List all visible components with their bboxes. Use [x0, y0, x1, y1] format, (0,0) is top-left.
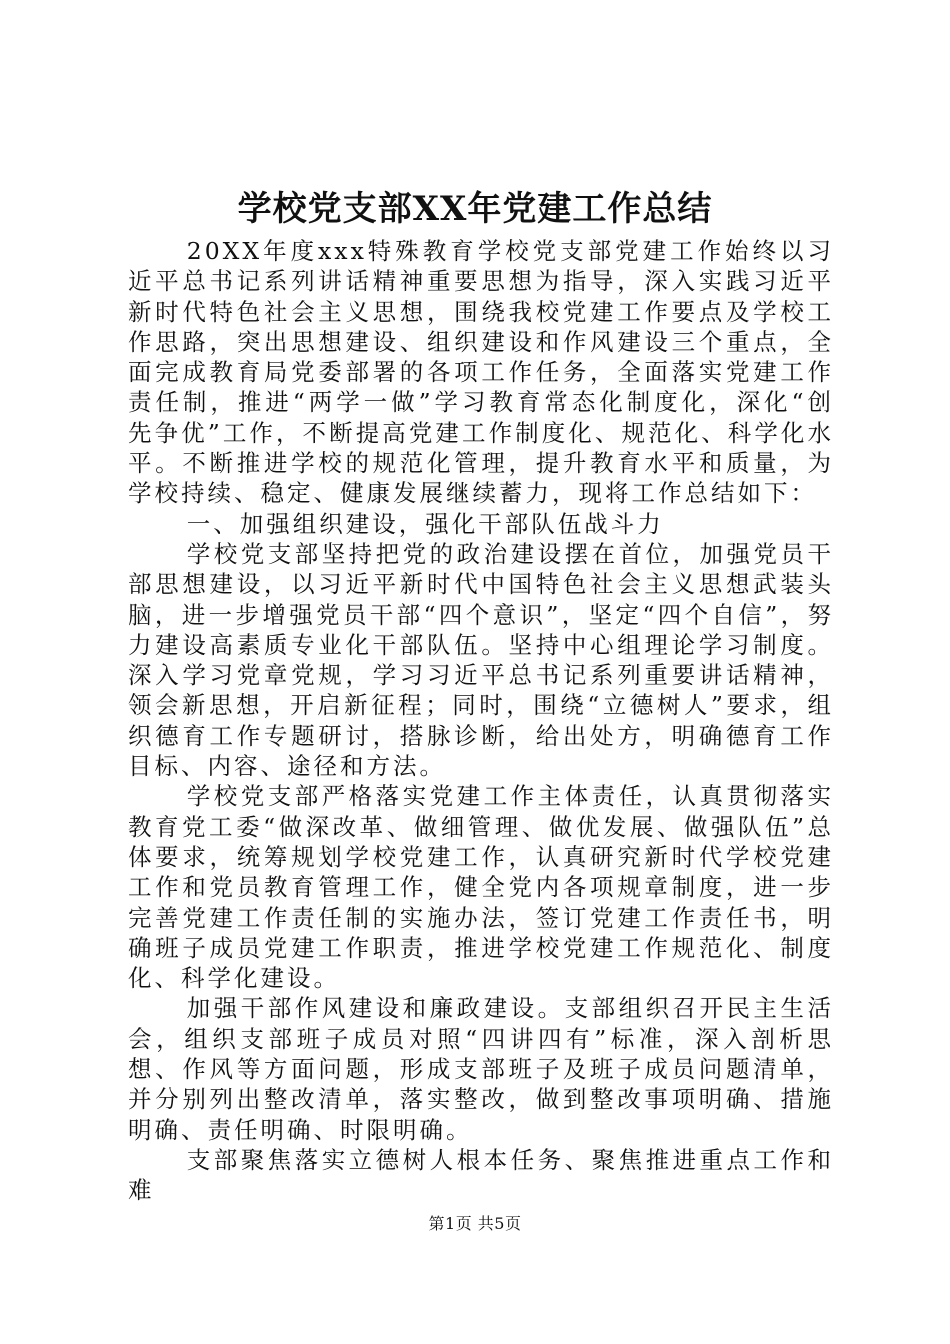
document-title: 学校党支部XX年党建工作总结: [237, 189, 713, 229]
paragraph: 支部聚焦落实立德树人根本任务、聚焦推进重点工作和难: [128, 1145, 834, 1205]
paragraph: 加强干部作风建设和廉政建设。支部组织召开民主生活会，组织支部班子成员对照“四讲四有”标准，深入剖析思想、作风等方面问题，形成支部班子及班子成员问题清单，并分别列出整改清单，落实整改，做到整改事项明确、措施明确、责任明确、时限明确。: [128, 994, 834, 1144]
paragraph: 学校党支部严格落实党建工作主体责任，认真贯彻落实教育党工委“做深改革、做细管理、做优发展、做强队伍”总体要求，统筹规划学校党建工作，认真研究新时代学校党建工作和党员教育管理工作，健全党内各项规章制度，进一步完善党建工作责任制的实施办法，签订党建工作责任书，明确班子成员党建工作职责，推进学校党建工作规范化、制度化、科学化建设。: [128, 782, 834, 993]
page-footer: 第1页 共5页: [428, 1214, 522, 1233]
section-heading: 一、加强组织建设，强化干部队伍战斗力: [186, 509, 664, 538]
paragraph: 学校党支部坚持把党的政治建设摆在首位，加强党员干部思想建设，以习近平新时代中国特色社会主义思想武装头脑，进一步增强党员干部“四个意识”，坚定“四个自信”，努力建设高素质专业化干部队伍。坚持中心组理论学习制度。深入学习党章党规，学习习近平总书记系列重要讲话精神，领会新思想，开启新征程；同时，围绕“立德树人”要求，组织德育工作专题研讨，搭脉诊断，给出处方，明确德育工作目标、内容、途径和方法。: [128, 539, 834, 781]
paragraph-intro: 20XX年度xxx特殊教育学校党支部党建工作始终以习近平总书记系列讲话精神重要思想为指导，深入实践习近平新时代特色社会主义思想，围绕我校党建工作要点及学校工作思路，突出思想建设、组织建设和作风建设三个重点，全面完成教育局党委部署的各项工作任务，全面落实党建工作责任制，推进“两学一做”学习教育常态化制度化，深化“创先争优”工作，不断提高党建工作制度化、规范化、科学化水平。不断推进学校的规范化管理，提升教育水平和质量，为学校持续、稳定、健康发展继续蓄力，现将工作总结如下：: [128, 237, 834, 508]
document-body: [128, 236, 834, 1206]
